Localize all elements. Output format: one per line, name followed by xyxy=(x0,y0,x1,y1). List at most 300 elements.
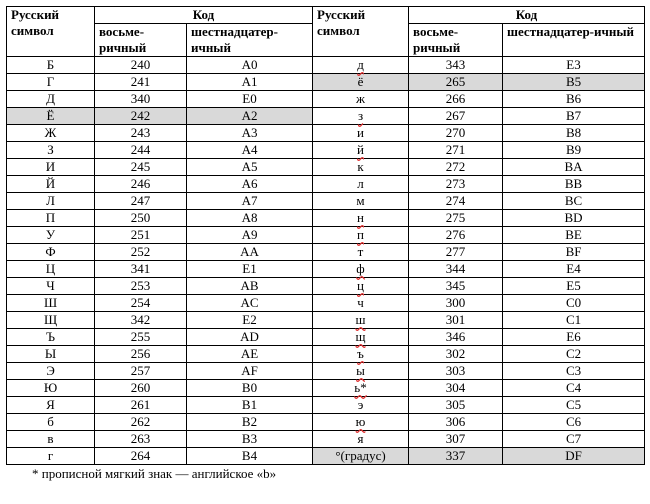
left-symbol-cell xyxy=(7,397,95,414)
right-octal-cell xyxy=(409,329,503,346)
right-octal-cell xyxy=(409,210,503,227)
right-hex-value: B6 xyxy=(565,91,582,106)
right-symbol-cell xyxy=(313,346,409,363)
right-hex-cell xyxy=(503,125,645,142)
left-oct-value: 253 xyxy=(130,278,151,293)
right-octal-cell xyxy=(409,142,503,159)
left-hex-value: AA xyxy=(240,244,259,259)
left-symbol-cell xyxy=(7,176,95,193)
left-oct-value: 242 xyxy=(130,108,151,123)
left-sym-value: Э xyxy=(46,363,55,378)
right-sym-value: ж xyxy=(356,91,365,106)
right-symbol-cell xyxy=(313,431,409,448)
right-oct-value: 267 xyxy=(445,108,466,123)
right-octal-cell xyxy=(409,74,503,91)
left-hex-value: A5 xyxy=(241,159,258,174)
left-octal-cell xyxy=(95,414,187,431)
table-row xyxy=(7,142,645,159)
right-oct-value: 271 xyxy=(445,142,466,157)
right-octal-cell xyxy=(409,397,503,414)
right-oct-value: 302 xyxy=(445,346,466,361)
left-octal-cell xyxy=(95,295,187,312)
left-hex-value: A7 xyxy=(241,193,258,208)
left-oct-value: 247 xyxy=(130,193,151,208)
left-hex-cell xyxy=(187,431,313,448)
right-symbol-cell xyxy=(313,193,409,210)
left-hex-value: A1 xyxy=(241,74,258,89)
right-hex-cell xyxy=(503,210,645,227)
right-octal-cell xyxy=(409,448,503,465)
left-octal-cell xyxy=(95,125,187,142)
table-row xyxy=(7,431,645,448)
right-octal-cell xyxy=(409,57,503,74)
right-hex-cell xyxy=(503,295,645,312)
right-sym-value: ю xyxy=(355,414,366,429)
right-octal-cell xyxy=(409,261,503,278)
header-hex-right: шестнадцатер-ичный xyxy=(503,24,645,57)
right-octal-cell xyxy=(409,125,503,142)
left-octal-cell xyxy=(95,193,187,210)
left-hex-cell xyxy=(187,329,313,346)
right-sym-value: й xyxy=(357,142,364,157)
right-octal-cell xyxy=(409,414,503,431)
right-oct-value: 266 xyxy=(445,91,466,106)
left-hex-cell xyxy=(187,414,313,431)
right-sym-value: з xyxy=(357,108,364,123)
right-sym-value: э xyxy=(357,397,364,412)
left-oct-value: 341 xyxy=(130,261,151,276)
right-hex-cell xyxy=(503,244,645,261)
left-oct-value: 243 xyxy=(130,125,151,140)
right-hex-value: BC xyxy=(564,193,583,208)
right-octal-cell xyxy=(409,227,503,244)
left-hex-cell xyxy=(187,448,313,465)
header-symbol-left: Русский символ xyxy=(7,7,95,57)
left-oct-value: 263 xyxy=(130,431,151,446)
right-hex-value: B8 xyxy=(565,125,582,140)
right-hex-value: C5 xyxy=(565,397,582,412)
left-oct-value: 241 xyxy=(130,74,151,89)
left-sym-value: Щ xyxy=(43,312,58,327)
table-row xyxy=(7,74,645,91)
left-octal-cell xyxy=(95,363,187,380)
left-symbol-cell xyxy=(7,363,95,380)
left-sym-value: Ч xyxy=(46,278,55,293)
header-code-left: Код xyxy=(95,7,313,24)
left-octal-cell xyxy=(95,142,187,159)
left-oct-value: 260 xyxy=(130,380,151,395)
left-octal-cell xyxy=(95,329,187,346)
left-hex-cell xyxy=(187,380,313,397)
table-row xyxy=(7,159,645,176)
left-hex-cell xyxy=(187,346,313,363)
left-hex-cell xyxy=(187,244,313,261)
table-row xyxy=(7,125,645,142)
right-hex-value: C6 xyxy=(565,414,582,429)
right-octal-cell xyxy=(409,295,503,312)
right-symbol-cell xyxy=(313,227,409,244)
left-symbol-cell xyxy=(7,108,95,125)
right-hex-value: E3 xyxy=(566,57,581,72)
code-table xyxy=(6,6,645,465)
left-sym-value: Ъ xyxy=(45,329,56,344)
left-octal-cell xyxy=(95,74,187,91)
left-hex-value: AF xyxy=(241,363,258,378)
right-oct-value: 301 xyxy=(445,312,466,327)
right-octal-cell xyxy=(409,278,503,295)
left-symbol-cell xyxy=(7,227,95,244)
right-hex-cell xyxy=(503,363,645,380)
right-octal-cell xyxy=(409,91,503,108)
header-octal-right: восьме-ричный xyxy=(409,24,503,57)
right-oct-value: 272 xyxy=(445,159,466,174)
right-sym-value: я xyxy=(357,431,364,446)
right-octal-cell xyxy=(409,244,503,261)
right-hex-value: C3 xyxy=(565,363,582,378)
right-hex-value: BD xyxy=(564,210,583,225)
right-sym-value: ф xyxy=(356,261,365,276)
right-symbol-cell xyxy=(313,91,409,108)
left-hex-value: B4 xyxy=(241,448,258,463)
right-oct-value: 345 xyxy=(445,278,466,293)
left-oct-value: 254 xyxy=(130,295,151,310)
table-row xyxy=(7,193,645,210)
left-hex-cell xyxy=(187,142,313,159)
right-hex-cell xyxy=(503,346,645,363)
right-hex-value: B5 xyxy=(565,74,582,89)
right-hex-cell xyxy=(503,397,645,414)
left-hex-value: A9 xyxy=(241,227,258,242)
left-sym-value: Я xyxy=(46,397,55,412)
right-hex-cell xyxy=(503,329,645,346)
right-oct-value: 344 xyxy=(445,261,466,276)
right-symbol-cell xyxy=(313,210,409,227)
footnote: * прописной мягкий знак — английское «b» xyxy=(32,466,277,481)
right-sym-value: л xyxy=(357,176,364,191)
left-hex-cell xyxy=(187,295,313,312)
left-oct-value: 340 xyxy=(130,91,151,106)
right-hex-cell xyxy=(503,261,645,278)
left-hex-cell xyxy=(187,397,313,414)
right-sym-value: п xyxy=(357,227,364,242)
left-symbol-cell xyxy=(7,244,95,261)
left-oct-value: 246 xyxy=(130,176,151,191)
left-sym-value: Ф xyxy=(45,244,56,259)
right-hex-cell xyxy=(503,380,645,397)
left-sym-value: Д xyxy=(46,91,55,106)
left-hex-value: E0 xyxy=(242,91,257,106)
left-hex-value: B3 xyxy=(241,431,258,446)
right-sym-value: ё xyxy=(357,74,364,89)
left-octal-cell xyxy=(95,210,187,227)
table-row xyxy=(7,312,645,329)
right-hex-cell xyxy=(503,74,645,91)
right-hex-value: B7 xyxy=(565,108,582,123)
left-symbol-cell xyxy=(7,142,95,159)
right-sym-value: и xyxy=(357,125,364,140)
table-row xyxy=(7,57,645,74)
left-sym-value: П xyxy=(45,210,56,225)
table-row xyxy=(7,227,645,244)
table-row xyxy=(7,363,645,380)
right-hex-cell xyxy=(503,91,645,108)
left-symbol-cell xyxy=(7,380,95,397)
right-hex-cell xyxy=(503,108,645,125)
left-sym-value: Г xyxy=(46,74,55,89)
right-hex-value: E5 xyxy=(566,278,581,293)
left-symbol-cell xyxy=(7,295,95,312)
right-hex-value: C4 xyxy=(565,380,582,395)
code-table-body xyxy=(7,57,645,465)
right-oct-value: 305 xyxy=(445,397,466,412)
left-symbol-cell xyxy=(7,91,95,108)
right-sym-value: щ xyxy=(355,329,366,344)
left-octal-cell xyxy=(95,448,187,465)
left-sym-value: Ё xyxy=(46,108,55,123)
right-symbol-cell xyxy=(313,57,409,74)
right-oct-value: 337 xyxy=(445,448,466,463)
right-hex-value: C7 xyxy=(565,431,582,446)
table-row xyxy=(7,261,645,278)
header-row-top xyxy=(7,7,645,24)
table-row xyxy=(7,244,645,261)
left-hex-cell xyxy=(187,193,313,210)
left-symbol-cell xyxy=(7,431,95,448)
left-oct-value: 245 xyxy=(130,159,151,174)
right-hex-cell xyxy=(503,278,645,295)
left-hex-value: AD xyxy=(240,329,259,344)
left-hex-value: E2 xyxy=(242,312,257,327)
right-symbol-cell xyxy=(313,448,409,465)
left-octal-cell xyxy=(95,380,187,397)
right-hex-cell xyxy=(503,193,645,210)
left-hex-value: A8 xyxy=(241,210,258,225)
right-hex-cell xyxy=(503,227,645,244)
right-sym-value: т xyxy=(357,244,364,259)
left-sym-value: Й xyxy=(45,176,56,191)
left-oct-value: 252 xyxy=(130,244,151,259)
right-symbol-cell xyxy=(313,125,409,142)
left-hex-value: A2 xyxy=(241,108,258,123)
right-oct-value: 306 xyxy=(445,414,466,429)
table-row xyxy=(7,380,645,397)
right-oct-value: 276 xyxy=(445,227,466,242)
left-hex-cell xyxy=(187,91,313,108)
right-hex-value: BF xyxy=(565,244,582,259)
left-hex-cell xyxy=(187,176,313,193)
right-sym-value: ы xyxy=(356,363,365,378)
left-hex-cell xyxy=(187,278,313,295)
right-hex-value: BA xyxy=(564,159,583,174)
header-code-right: Код xyxy=(409,7,645,24)
right-sym-value: ч xyxy=(357,295,364,310)
table-row xyxy=(7,448,645,465)
right-hex-value: B9 xyxy=(565,142,582,157)
right-symbol-cell xyxy=(313,176,409,193)
left-oct-value: 256 xyxy=(130,346,151,361)
left-octal-cell xyxy=(95,108,187,125)
right-sym-value: н xyxy=(357,210,364,225)
left-sym-value: б xyxy=(47,414,54,429)
table-row xyxy=(7,414,645,431)
table-row xyxy=(7,278,645,295)
right-oct-value: 277 xyxy=(445,244,466,259)
right-hex-value: BE xyxy=(565,227,582,242)
left-octal-cell xyxy=(95,261,187,278)
right-sym-value: °(градус) xyxy=(335,448,386,463)
right-sym-value: ь* xyxy=(354,380,367,395)
right-symbol-cell xyxy=(313,380,409,397)
right-symbol-cell xyxy=(313,312,409,329)
left-sym-value: У xyxy=(45,227,56,242)
left-symbol-cell xyxy=(7,57,95,74)
right-symbol-cell xyxy=(313,261,409,278)
header-hex-left: шестнадцатер-ичный xyxy=(187,24,313,57)
right-sym-value: м xyxy=(356,193,365,208)
right-hex-value: C0 xyxy=(565,295,582,310)
left-hex-cell xyxy=(187,312,313,329)
right-octal-cell xyxy=(409,380,503,397)
left-sym-value: Ы xyxy=(44,346,57,361)
left-hex-value: AC xyxy=(240,295,259,310)
right-symbol-cell xyxy=(313,295,409,312)
table-row xyxy=(7,346,645,363)
left-oct-value: 240 xyxy=(130,57,151,72)
left-oct-value: 250 xyxy=(130,210,151,225)
left-octal-cell xyxy=(95,227,187,244)
right-symbol-cell xyxy=(313,159,409,176)
left-oct-value: 257 xyxy=(130,363,151,378)
right-hex-cell xyxy=(503,159,645,176)
right-hex-value: DF xyxy=(565,448,582,463)
right-oct-value: 304 xyxy=(445,380,466,395)
right-sym-value: ц xyxy=(357,278,364,293)
right-oct-value: 273 xyxy=(445,176,466,191)
left-sym-value: Ш xyxy=(43,295,58,310)
right-oct-value: 343 xyxy=(445,57,466,72)
left-hex-value: B0 xyxy=(241,380,258,395)
right-octal-cell xyxy=(409,363,503,380)
right-oct-value: 346 xyxy=(445,329,466,344)
right-sym-value: д xyxy=(357,57,364,72)
right-oct-value: 307 xyxy=(445,431,466,446)
left-oct-value: 264 xyxy=(130,448,151,463)
left-sym-value: Ж xyxy=(44,125,57,140)
left-symbol-cell xyxy=(7,448,95,465)
right-hex-cell xyxy=(503,448,645,465)
left-oct-value: 244 xyxy=(130,142,151,157)
right-symbol-cell xyxy=(313,397,409,414)
left-symbol-cell xyxy=(7,74,95,91)
left-octal-cell xyxy=(95,244,187,261)
right-octal-cell xyxy=(409,431,503,448)
right-symbol-cell xyxy=(313,142,409,159)
left-hex-cell xyxy=(187,57,313,74)
table-row xyxy=(7,210,645,227)
left-sym-value: З xyxy=(47,142,54,157)
left-symbol-cell xyxy=(7,159,95,176)
left-sym-value: Ц xyxy=(45,261,56,276)
left-sym-value: Б xyxy=(46,57,55,72)
right-hex-value: E6 xyxy=(566,329,581,344)
right-hex-value: C1 xyxy=(565,312,582,327)
right-sym-value: к xyxy=(357,159,364,174)
left-symbol-cell xyxy=(7,346,95,363)
right-sym-value: ъ xyxy=(357,346,364,361)
left-hex-cell xyxy=(187,227,313,244)
right-symbol-cell xyxy=(313,414,409,431)
left-octal-cell xyxy=(95,176,187,193)
left-hex-value: A6 xyxy=(241,176,258,191)
right-hex-cell xyxy=(503,176,645,193)
left-hex-value: A4 xyxy=(241,142,258,157)
left-hex-value: A3 xyxy=(241,125,258,140)
right-hex-cell xyxy=(503,312,645,329)
left-sym-value: Ю xyxy=(43,380,58,395)
table-row xyxy=(7,397,645,414)
header-symbol-right: Русский символ xyxy=(313,7,409,57)
left-hex-cell xyxy=(187,210,313,227)
left-hex-cell xyxy=(187,108,313,125)
left-symbol-cell xyxy=(7,414,95,431)
right-hex-cell xyxy=(503,431,645,448)
table-row xyxy=(7,295,645,312)
left-hex-value: A0 xyxy=(241,57,258,72)
right-oct-value: 275 xyxy=(445,210,466,225)
left-symbol-cell xyxy=(7,261,95,278)
left-hex-value: B2 xyxy=(241,414,258,429)
left-symbol-cell xyxy=(7,125,95,142)
left-symbol-cell xyxy=(7,329,95,346)
right-symbol-cell xyxy=(313,108,409,125)
table-row xyxy=(7,91,645,108)
left-symbol-cell xyxy=(7,193,95,210)
table-row xyxy=(7,108,645,125)
right-symbol-cell xyxy=(313,363,409,380)
right-octal-cell xyxy=(409,346,503,363)
left-octal-cell xyxy=(95,431,187,448)
right-octal-cell xyxy=(409,312,503,329)
left-hex-cell xyxy=(187,125,313,142)
right-hex-value: C2 xyxy=(565,346,582,361)
left-oct-value: 342 xyxy=(130,312,151,327)
left-hex-value: AB xyxy=(240,278,259,293)
right-octal-cell xyxy=(409,176,503,193)
left-oct-value: 261 xyxy=(130,397,151,412)
right-octal-cell xyxy=(409,193,503,210)
left-symbol-cell xyxy=(7,278,95,295)
right-symbol-cell xyxy=(313,244,409,261)
right-oct-value: 303 xyxy=(445,363,466,378)
left-oct-value: 262 xyxy=(130,414,151,429)
left-hex-value: E1 xyxy=(242,261,257,276)
left-sym-value: г xyxy=(47,448,54,463)
right-oct-value: 300 xyxy=(445,295,466,310)
left-octal-cell xyxy=(95,159,187,176)
left-oct-value: 251 xyxy=(130,227,151,242)
left-hex-cell xyxy=(187,159,313,176)
right-hex-value: BB xyxy=(564,176,583,191)
table-row xyxy=(7,329,645,346)
left-symbol-cell xyxy=(7,210,95,227)
left-hex-value: AE xyxy=(240,346,259,361)
left-hex-cell xyxy=(187,261,313,278)
left-octal-cell xyxy=(95,397,187,414)
left-hex-value: B1 xyxy=(241,397,258,412)
left-sym-value: в xyxy=(47,431,54,446)
right-symbol-cell xyxy=(313,74,409,91)
right-hex-cell xyxy=(503,57,645,74)
